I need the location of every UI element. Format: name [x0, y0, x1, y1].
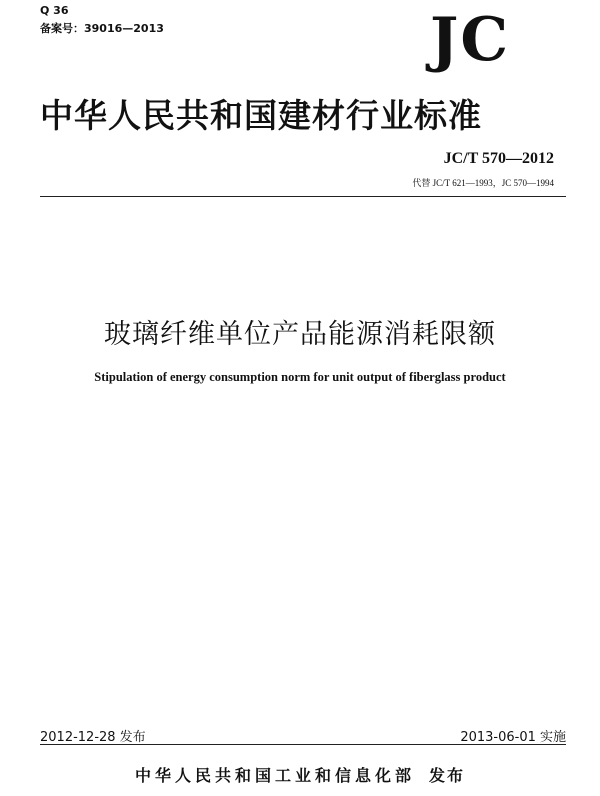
standard-category-title: 中华人民共和国建材行业标准 [40, 96, 482, 135]
jc-logo: JC [430, 5, 511, 75]
bottom-divider [40, 744, 566, 745]
ics-code: Q 36 [40, 4, 69, 17]
record-number: 备案号：39016—2013 [40, 22, 164, 35]
implementation-date: 2013-06-01 实施 [460, 730, 566, 745]
document-title-english: Stipulation of energy consumption norm for unit output of fiberglass product [94, 370, 506, 384]
publisher-name: 中华人民共和国工业和信息化部 [134, 766, 415, 785]
issue-date: 2012-12-28 发布 [40, 730, 146, 745]
document-title-chinese: 玻璃纤维单位产品能源消耗限额 [104, 319, 496, 350]
top-divider [40, 196, 566, 197]
replaces-note: 代替 JC/T 621—1993，JC 570—1994 [412, 178, 554, 188]
standard-number: JC/T 570—2012 [443, 150, 554, 167]
publisher-line [0, 763, 600, 786]
publisher-suffix: 发布 [429, 766, 466, 785]
